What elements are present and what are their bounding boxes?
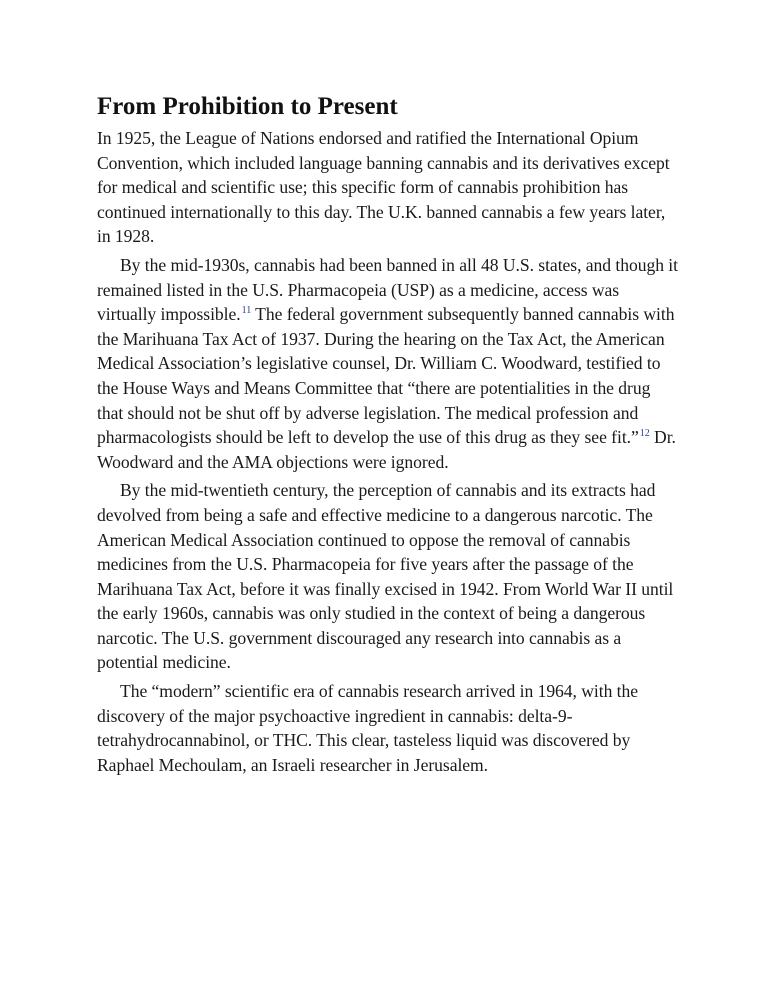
paragraph-3-text: By the mid-twentieth century, the perception of cannabis and its extracts had devolved from being a safe and effective medicine to a dangerous narcotic. The American Medical Association continued to oppose the removal of cannabis medicines from the U.S. Pharmacopeia for five years after the passage of the Marihuana Tax Act, before it was finally excised in 1942. From World War II until the early 1960s, cannabis was only studied in the context of being a dangerous narcotic. The U.S. government discouraged any research into cannabis as a potential medicine. bbox=[97, 480, 674, 673]
footnote-ref-12[interactable]: 12 bbox=[639, 428, 650, 440]
paragraph-2 bbox=[97, 253, 679, 474]
paragraph-2-text-b: The federal government subsequently banned cannabis with the Marihuana Tax Act of 1937. During the hearing on the Tax Act, the American Medical Association’s legislative counsel, Dr. William C. Woodward, testified to the House Ways and Means Committee that “there are potentialities in the drug that should not be shut off by adverse legislation. The medical profession and pharmacologists should be left to develop the use of this drug as they see fit.” bbox=[97, 304, 675, 448]
footnote-ref-11[interactable]: 11 bbox=[241, 305, 252, 317]
paragraph-3 bbox=[97, 478, 679, 675]
section-heading: From Prohibition to Present bbox=[97, 93, 398, 120]
paragraph-2-text-c: Dr. Woodward and the AMA objections were ignored. bbox=[97, 427, 676, 472]
document-page bbox=[97, 90, 679, 781]
paragraph-1-text: In 1925, the League of Nations endorsed and ratified the International Opium Convention, which included language banning cannabis and its derivatives except for medical and scientific use; this specific form of cannabis prohibition has continued internationally to this day. The U.K. banned cannabis a few years later, in 1928. bbox=[97, 128, 670, 247]
paragraph-4 bbox=[97, 679, 679, 777]
paragraph-1 bbox=[97, 126, 679, 249]
paragraph-4-text: The “modern” scientific era of cannabis research arrived in 1964, with the discovery of the major psychoactive ingredient in cannabis: delta-9-tetrahydrocannabinol, or THC. This clear, tasteless liquid was discovered by Raphael Mechoulam, an Israeli researcher in Jerusalem. bbox=[97, 681, 639, 775]
paragraph-2-text-a: By the mid-1930s, cannabis had been banned in all 48 U.S. states, and though it remained listed in the U.S. Pharmacopeia (USP) as a medicine, access was virtually impossible. bbox=[97, 254, 678, 325]
